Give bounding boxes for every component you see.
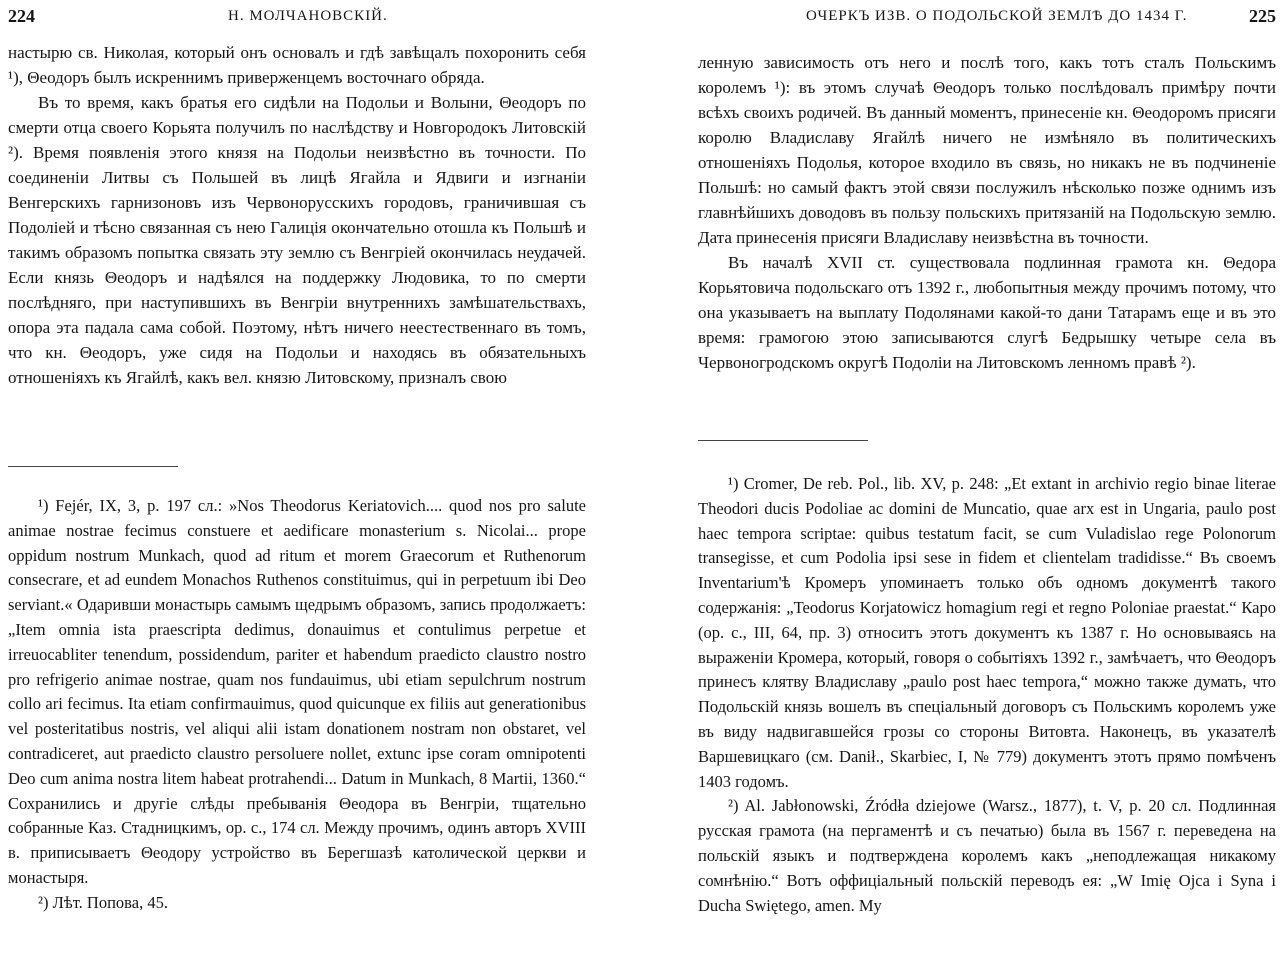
footnotes [698, 472, 1276, 918]
main-text [8, 40, 586, 390]
footnote: ²) Al. Jabłonowski, Źródła dziejowe (Warsz., 1877), t. V, p. 20 сл. Подлинная русская грамота (на пергаментѣ и съ печатью) была въ 1567 г. переведена на польскій языкъ и подтверждена королемъ какъ „неподлежащая никакому сомнѣнію.“ Вотъ оффиціальный польскій переводъ ея: „W Imię Ojca i Syna i Ducha Swiętego, amen. My [698, 796, 1276, 915]
page-number: 225 [1249, 6, 1276, 26]
paragraph: настырю св. Николая, который онъ основалъ и гдѣ завѣщалъ похоронить себя ¹), Θеодоръ былъ искреннимъ приверженцемъ восточнаго обряда. [8, 43, 586, 87]
page-number: 224 [8, 6, 35, 26]
footnote-rule [8, 466, 178, 467]
footnote: ¹) Cromer, De reb. Pol., lib. XV, p. 248: „Et extant in archivio regio binae literae Theodori ducis Podoliae ac domini de Muncatio, quae arx est in Ungaria, paulo post haec tempora scriptae: quibus testatum facit, se cum Vuladislao rege Polonorum transegisse, et cum Podolia ipsi sese in fidem et clientelam tradidisse.“ Въ своемъ Inventarium'ѣ Кромеръ упоминаетъ только объ одномъ документѣ такого содержанія: „Teodorus Korjatowicz homagium regi et regno Poloniae praestat.“ Каро (ор. с., III, 64, пр. 3) относитъ этотъ документъ къ 1387 г. Но основываясь на выраженіи Кромера, который, говоря о событіяхъ 1392 г., замѣчаетъ, что Θеодоръ принесъ клятву Владиславу „paulo post haec tempora,“ можно также думать, что Подольскій князь вошелъ въ спеціальный договоръ съ Польскимъ королемъ уже въ виду надвигавшейся грозы со стороны Витовта. Наконецъ, въ указателѣ Варшевицкаго (см. Danił., Skarbiec, I, № 779) документъ этотъ прямо помѣченъ 1403 годомъ. [698, 474, 1276, 791]
footnote: ¹) Fejér, IX, 3, p. 197 сл.: »Nos Theodorus Keriatovich.... quod nos pro salute animae nostrae fecimus constuere et aedificare monasterium s. Nicolai... prope oppidum nostrum Munkach, quod ad ritum et morem Graecorum et Ruthenorum consecrare, et ad eundem Monachos Ruthenos constituimus, qui in perpetuum ibi Deo serviant.« Одаривши монастырь самымъ щедрымъ образомъ, запись продолжаетъ: „Item omnia ista praescripta dedimus, donauimus et contulimus perpetue et irreuocabliter tenendum, possidendum, pariter et habendum praedicto claustro nostro pro refrigerio animae nostrae, quam nos fundauimus, ubi etiam sepulchrum nostrum collo ari fecimus. Ita etiam confirmauimus, quod quicunque ex filiis aut generationibus vel posteritatibus nostris, vel aliqui alii istam donationem nostram non obstaret, vel contradiceret, aut praedicto claustro persoluere nollet, extunc ipse coram omnipotenti Deo cum anima nostra litem habeat protrahendi... Datum in Munkach, 8 Martii, 1360.“ Сохранились и другіе слѣды пребыванія Θеодора въ Венгріи, тщательно собранные Каз. Стадницкимъ, ор. с., 174 сл. Между прочимъ, одинъ авторъ XVIII в. приписываетъ Θеодору устройство въ Берегшазѣ католической церкви и монастыря. [8, 496, 586, 887]
footnote-rule [698, 440, 868, 441]
right-page [698, 0, 1276, 976]
footnotes [8, 494, 586, 916]
left-page [8, 0, 586, 976]
running-title: ОЧЕРКЪ ИЗВ. О ПОДОЛЬСКОЙ ЗЕМЛѢ ДО 1434 Г. [806, 8, 1188, 24]
paragraph: ленную зависимость отъ него и послѣ того, какъ тотъ сталъ Польскимъ королемъ ¹): въ этомъ случаѣ Θеодоръ только послѣдовалъ примѣру почти всѣхъ своихъ родичей. Въ данный моментъ, принесеніе кн. Θеодоромъ присяги королю Владиславу Ягайлѣ ничего не измѣняло въ политическихъ отношеніяхъ Подолья, которое входило въ связь, но никакъ не въ подчиненіе Польшѣ: но самый фактъ этой связи послужилъ нѣсколько позже однимъ изъ главнѣйшихъ доводовъ въ пользу польскихъ притязаній на Подольскую землю. Дата принесенія присяги Владиславу неизвѣстна въ точности. [698, 53, 1276, 247]
paragraph: Въ то время, какъ братья его сидѣли на Подольи и Волыни, Θеодоръ по смерти отца своего Корьята получилъ по наслѣдству и Новгородокъ Литовскій ²). Время появленія этого князя на Подольи неизвѣстно въ точности. По соединеніи Литвы съ Польшей въ лицѣ Ягайла и Ядвиги и изгнаніи Венгерскихъ гарнизоновъ изъ Червонорусскихъ городовъ, граничившая съ Подоліей и тѣсно связанная съ нею Галиція окончательно отошла къ Польшѣ и такимъ образомъ попытка связать эту землю съ Венгріей окончилась неудачей. Если князь Θеодоръ и надѣялся на поддержку Людовика, то по смерти послѣдняго, при наступившихъ въ Венгріи внутреннихъ замѣшательствахъ, опора эта падала сама собой. Поэтому, нѣтъ ничего неестественнаго въ томъ, что кн. Θеодоръ, уже сидя на Подольи и находясь въ обязательныхъ отношеніяхъ къ Ягайлѣ, какъ вел. князю Литовскому, призналъ свою [8, 93, 586, 387]
main-text [698, 50, 1276, 375]
running-title: Н. МОЛЧАНОВСКІЙ. [228, 8, 388, 24]
running-head [698, 6, 1276, 30]
running-head [8, 6, 586, 30]
footnote: ²) Лѣт. Попова, 45. [38, 892, 168, 912]
paragraph: Въ началѣ XVII ст. существовала подлинная грамота кн. Θедора Корьятовича подольскаго отъ 1392 г., любопытныя между прочимъ потому, что она указываетъ на выплату Подолянами какой-то дани Татарамъ еще и въ это время: грамогою этою записываются слугѣ Бедрышку четыре села въ Червоногродскомъ округѣ Подоліи на Литовскомъ ленномъ правѣ ²). [698, 253, 1276, 372]
